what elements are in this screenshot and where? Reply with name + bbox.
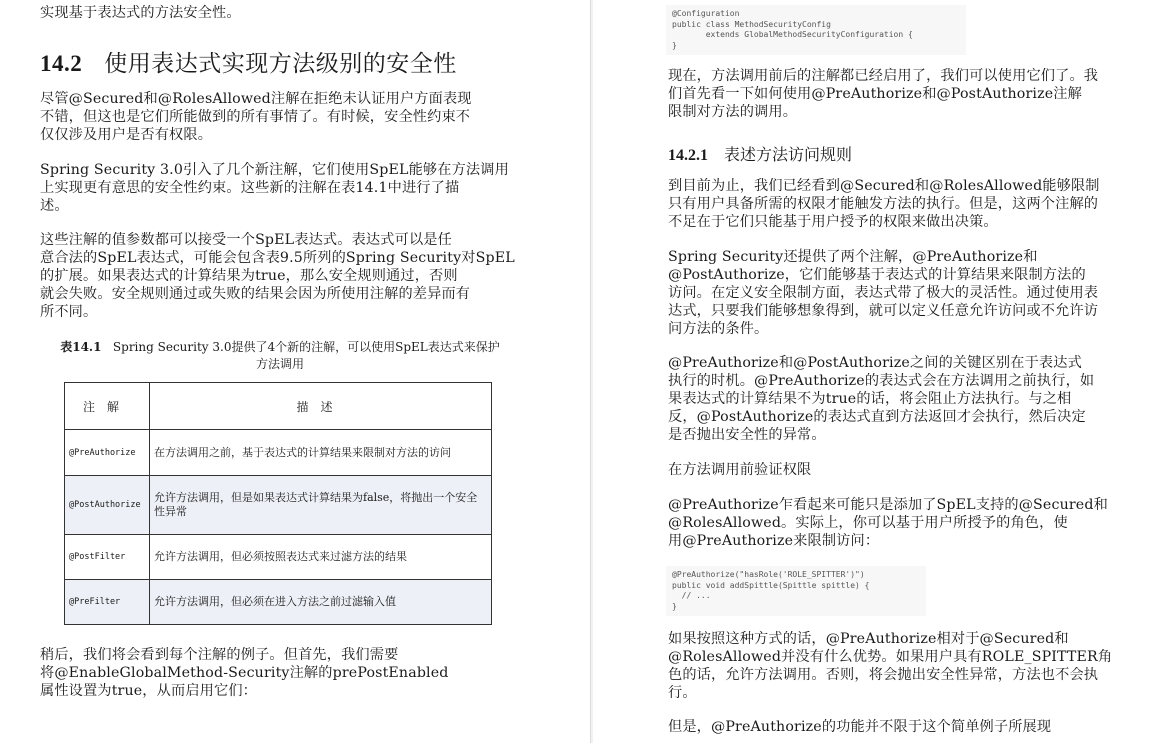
- paragraph-left-2: [40, 161, 520, 215]
- line: 限制对方法的调用。: [668, 104, 798, 120]
- line: 反，@PostAuthorize的表达式直到方法返回才会执行，然后决定: [668, 409, 1086, 425]
- section-title: 使用表达式实现方法级别的安全性: [104, 51, 457, 77]
- code-block-preauthorize: @PreAuthorize("hasRole('ROLE_SPITTER')") public void addSpittle(Spittle spittle) { // ... }: [666, 566, 926, 616]
- line: 达式，只要我们能够想象得到，就可以定义任意允许访问或不允许访: [668, 303, 1099, 319]
- line: 仅仅涉及用户是否有权限。: [40, 127, 213, 143]
- table-row: [65, 580, 492, 625]
- table-row: [65, 476, 492, 535]
- line: 意合法的SpEL表达式，可能会包含表9.5所列的Spring Security对SpEL: [40, 250, 515, 266]
- table-caption: [40, 339, 520, 373]
- line: 这些注解的值参数都可以接受一个SpEL表达式。表达式可以是任: [40, 232, 452, 248]
- table-header-row: [65, 383, 492, 430]
- paragraph-right-6: [668, 630, 1148, 702]
- caption-label: 表14.1: [60, 340, 102, 354]
- line: 是否抛出安全性的异常。: [668, 427, 826, 443]
- paragraph-left-3: [40, 231, 520, 321]
- line: 执行的时机。@PreAuthorize的表达式会在方法调用之前执行，如: [668, 373, 1095, 389]
- annotations-table: [64, 382, 492, 625]
- annotation-name: @PostAuthorize: [65, 476, 150, 535]
- code-block-config: @Configuration public class MethodSecurityConfig extends GlobalMethodSecurityConfiguration { }: [666, 5, 966, 55]
- annotation-name: @PostFilter: [65, 535, 150, 580]
- annotation-desc: 允许方法调用，但必须在进入方法之前过滤输入值: [150, 580, 492, 625]
- caption-line-1: [40, 339, 520, 356]
- line: 就会失败。安全规则通过或失败的结果会因为所使用注解的差异而有: [40, 286, 471, 302]
- line: 所不同。: [40, 304, 98, 320]
- intro-line: 实现基于表达式的方法安全性。: [40, 5, 241, 21]
- annotation-desc: 允许方法调用，但必须按照表达式来过滤方法的结果: [150, 535, 492, 580]
- section-heading: [40, 45, 457, 78]
- column-header: 描述: [150, 383, 492, 430]
- line: 将@EnableGlobalMethod-Security注解的prePostEnabled: [40, 665, 449, 681]
- paragraph-right-4: [668, 354, 1148, 444]
- paragraph-left-4: [40, 646, 520, 700]
- annotation-name: @PreFilter: [65, 580, 150, 625]
- line: 不足在于它们只能基于用户授予的权限来做出决策。: [668, 214, 998, 230]
- line: 访问。在定义安全限制方面，表达式带了极大的灵活性。通过使用表: [668, 285, 1099, 301]
- subsection-number: 14.2.1: [668, 147, 708, 164]
- subsection-heading: [668, 142, 852, 165]
- line: 尽管@Secured和@RolesAllowed注解在拒绝未认证用户方面表现: [40, 91, 472, 107]
- line: 果表达式的计算结果不为true的话，将会阻止方法执行。与之相: [668, 391, 1072, 407]
- line: Spring Security 3.0引入了几个新注解，它们使用SpEL能够在方法调用: [40, 162, 509, 178]
- line: 行。: [668, 685, 697, 701]
- line: 上实现更有意思的安全性约束。这些新的注解在表14.1中进行了描: [40, 180, 460, 196]
- line: 不错，但这也是它们所能做到的所有事情了。有时候，安全性约束不: [40, 109, 471, 125]
- paragraph-right-3: [668, 248, 1148, 338]
- subsection-title: 表述方法访问规则: [724, 145, 853, 164]
- paragraph-right-1: [668, 67, 1148, 121]
- line: 但是，@PreAuthorize的功能并不限于这个简单例子所展现: [668, 719, 1052, 735]
- line: 只有用户具备所需的权限才能触发方法的执行。但是，这两个注解的: [668, 196, 1099, 212]
- line: 问方法的条件。: [668, 321, 769, 337]
- paragraph-left-1: [40, 90, 520, 144]
- line: 稍后，我们将会看到每个注解的例子。但首先，我们需要: [40, 647, 399, 663]
- line: Spring Security还提供了两个注解，@PreAuthorize和: [668, 249, 1038, 265]
- line: 属性设置为true，从而启用它们：: [40, 683, 258, 699]
- line: @RolesAllowed。实际上，你可以基于用户所授予的角色，使: [668, 515, 1068, 531]
- line: @PreAuthorize乍看起来可能只是添加了SpEL支持的@Secured和: [668, 497, 1108, 513]
- annotation-desc: 在方法调用之前，基于表达式的计算结果来限制对方法的访问: [150, 430, 492, 476]
- paragraph-right-2: [668, 177, 1148, 231]
- annotation-desc: 允许方法调用，但是如果表达式计算结果为false，将抛出一个安全性异常: [150, 476, 492, 535]
- line: @PreAuthorize和@PostAuthorize之间的关键区别在于表达式: [668, 355, 1082, 371]
- line: 的扩展。如果表达式的计算结果为true，那么安全规则通过，否则: [40, 268, 458, 284]
- line: 到目前为止，我们已经看到@Secured和@RolesAllowed能够限制: [668, 178, 1100, 194]
- paragraph-right-7: [668, 718, 1148, 736]
- paragraph-right-5: [668, 496, 1148, 550]
- line: 色的话，允许方法调用。否则，将会抛出安全性异常，方法也不会执: [668, 667, 1099, 683]
- line: @PostAuthorize，它们能够基于表达式的计算结果来限制方法的: [668, 267, 1086, 283]
- table-row: [65, 430, 492, 476]
- table-row: [65, 535, 492, 580]
- section-number: 14.2: [40, 51, 83, 76]
- line: 用@PreAuthorize来限制访问：: [668, 533, 880, 549]
- line: @RolesAllowed并没有什么优势。如果用户具有ROLE_SPITTER角: [668, 649, 1113, 665]
- caption-text: Spring Security 3.0提供了4个新的注解，可以使用SpEL表达式来保护: [112, 340, 500, 354]
- line: 们首先看一下如何使用@PreAuthorize和@PostAuthorize注解: [668, 86, 1082, 102]
- line: 述。: [40, 198, 69, 214]
- column-header: 注解: [65, 383, 150, 430]
- line: 如果按照这种方式的话，@PreAuthorize相对于@Secured和: [668, 631, 1069, 647]
- annotation-name: @PreAuthorize: [65, 430, 150, 476]
- line: 现在，方法调用前后的注解都已经启用了，我们可以使用它们了。我: [668, 68, 1099, 84]
- caption-line-2: 方法调用: [255, 357, 304, 371]
- minor-heading: 在方法调用前验证权限: [668, 462, 812, 478]
